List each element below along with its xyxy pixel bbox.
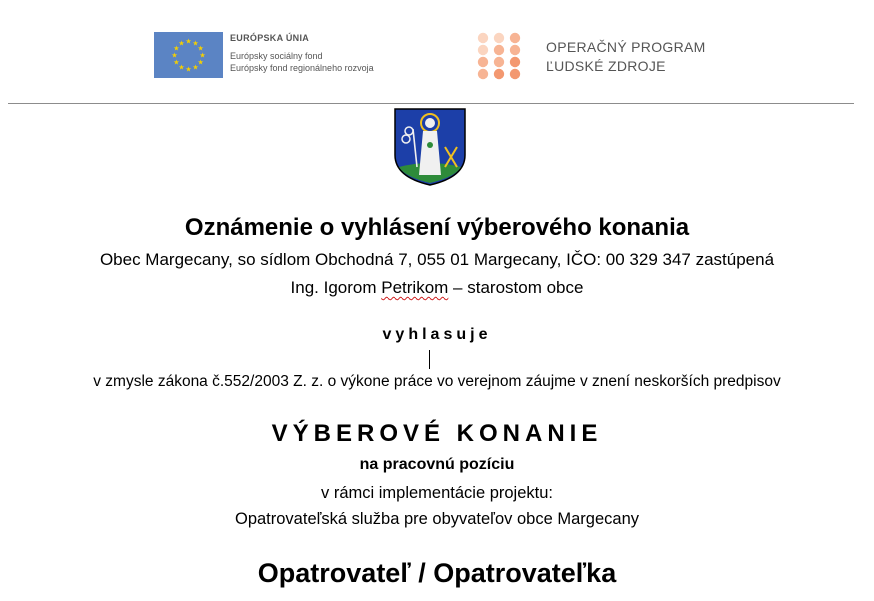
op-dot — [494, 33, 504, 43]
eu-fund-1: Európsky sociálny fond — [230, 51, 323, 61]
header-logos — [0, 28, 874, 88]
issuer-line: Obec Margecany, so sídlom Obchodná 7, 055 01 Margecany, IČO: 00 329 347 zastúpená — [99, 250, 775, 269]
op-dot — [478, 33, 488, 43]
document-title: Oznámenie o vyhlásení výberového konania — [184, 214, 690, 241]
op-logo-text — [546, 38, 706, 76]
project-name: Opatrovateľská služba pre obyvateľov obce Margecany — [234, 510, 639, 528]
op-line-1: OPERAČNÝ PROGRAM — [546, 39, 706, 55]
representative-suffix: – starostom obce — [448, 278, 584, 297]
op-dot — [494, 45, 504, 55]
op-dot — [510, 45, 520, 55]
op-dot — [478, 69, 488, 79]
legal-basis-line: v zmysle zákona č.552/2003 Z. z. o výkone práce vo verejnom záujme v znení neskorších predpisov — [93, 373, 781, 390]
eu-star: ★ — [173, 45, 180, 53]
eu-star: ★ — [185, 66, 192, 74]
representative-line — [0, 278, 874, 298]
project-intro: v rámci implementácie projektu: — [321, 484, 553, 502]
op-dot — [478, 45, 488, 55]
header-divider — [8, 103, 854, 104]
op-dot — [494, 57, 504, 67]
eu-title: EURÓPSKA ÚNIA — [230, 33, 310, 43]
eu-stars-icon — [154, 32, 223, 78]
representative-name: Petrikom — [381, 278, 449, 297]
municipal-coat-of-arms-icon — [393, 107, 467, 187]
eu-star: ★ — [192, 40, 199, 48]
op-logo-dots-icon — [476, 32, 524, 80]
announces-word: vyhlasuje — [382, 326, 492, 343]
op-dot — [478, 57, 488, 67]
representative-prefix: Ing. Igorom — [290, 278, 382, 297]
eu-star: ★ — [199, 52, 206, 60]
eu-fund-2: Európsky fond regionálneho rozvoja — [230, 63, 374, 73]
eu-star: ★ — [185, 38, 192, 46]
op-line-2: ĽUDSKÉ ZDROJE — [546, 58, 666, 74]
position-label: na pracovnú pozíciu — [359, 456, 515, 473]
op-dot — [510, 69, 520, 79]
position-title: Opatrovateľ / Opatrovateľka — [257, 558, 617, 588]
eu-logo-text — [230, 32, 374, 74]
eu-star: ★ — [178, 40, 185, 48]
eu-star: ★ — [171, 52, 178, 60]
op-dot — [510, 57, 520, 67]
eu-star: ★ — [178, 64, 185, 72]
selection-procedure-heading: VÝBEROVÉ KONANIE — [271, 420, 603, 447]
eu-star: ★ — [197, 45, 204, 53]
eu-flag-logo — [154, 32, 223, 78]
eu-star: ★ — [192, 64, 199, 72]
op-dot — [494, 69, 504, 79]
op-dot — [510, 33, 520, 43]
eu-star: ★ — [197, 59, 204, 67]
eu-star: ★ — [173, 59, 180, 67]
text-cursor — [429, 350, 430, 369]
